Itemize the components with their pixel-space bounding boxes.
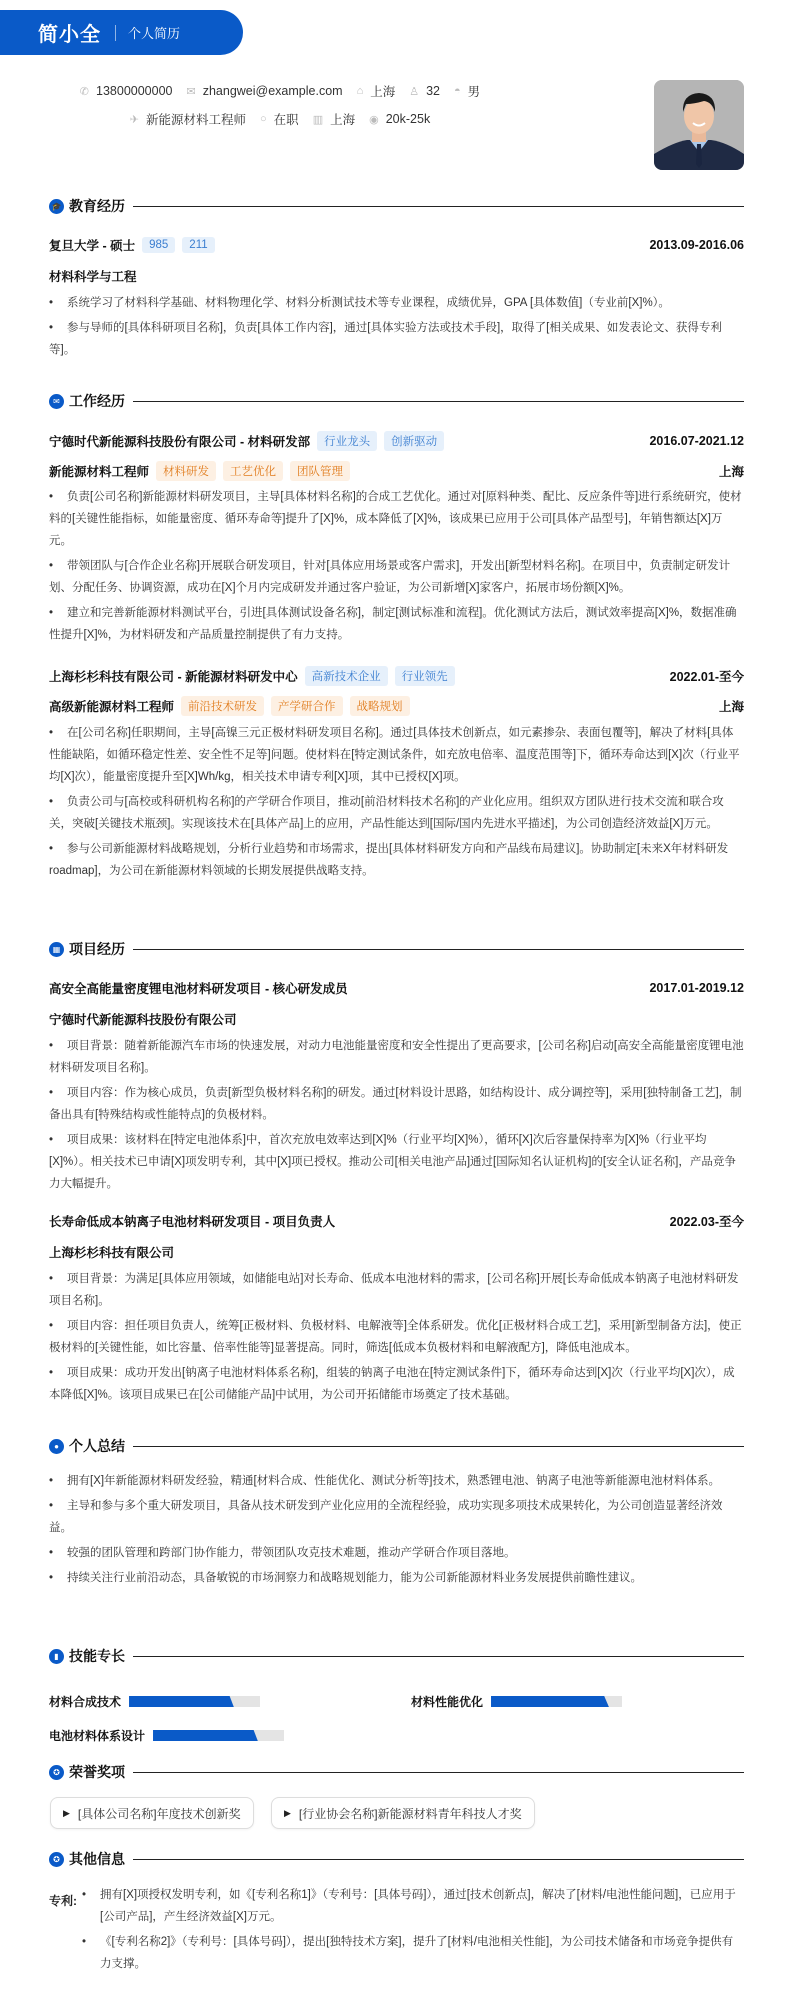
triangle-right-icon: ▶ <box>284 1807 291 1818</box>
triangle-right-icon: ▶ <box>63 1807 70 1818</box>
salary-icon: ◉ <box>369 113 379 126</box>
city-icon: ▥ <box>312 113 324 126</box>
contact-home: ⌂ 上海 <box>356 85 396 99</box>
company-tag: 行业领先 <box>395 666 455 686</box>
section-divider <box>133 206 744 207</box>
contact-status: ○ 在职 <box>260 113 299 127</box>
role-title: 高级新能源材料工程师 <box>49 700 175 714</box>
work-location: 上海 <box>718 465 744 479</box>
position-icon: ✈ <box>129 113 139 126</box>
role-title: 新能源材料工程师 <box>49 465 150 479</box>
list-item: • 负责[公司名称]新能源材料研发项目，主导[具体材料名称]的合成工艺优化。通过对[原料种类、配比、反应条件等]进行系统研究，使材料的[关键性能指标，如能量密度、循环寿命等]提升了[X]%，成本降低了[X]%，该成果已应用于公司[具体产品型号]，年销售额达[X]万元。 <box>49 491 742 547</box>
role-tag: 前沿技术研发 <box>181 696 264 716</box>
school-name: 复旦大学 - 硕士 <box>49 239 136 253</box>
list-item: • 项目背景：随着新能源汽车市场的快速发展，对动力电池能量密度和安全性提出了更高要求，[公司名称]启动[高安全高能量密度锂电池材料研发项目名称]。 <box>49 1040 744 1074</box>
briefcase-icon: ✉ <box>49 394 64 409</box>
email-icon: ✉ <box>186 85 196 98</box>
skill-bar <box>491 1696 622 1707</box>
work-2-header <box>49 666 744 686</box>
section-summary: ● 个人总结 <box>49 1436 744 1456</box>
contact-gender: ◓ 男 <box>454 85 481 99</box>
list-item: • 项目背景：为满足[具体应用领域，如储能电站]对长寿命、低成本电池材料的需求，[公司名称]开展[长寿命低成本钠离子电池材料研发项目名称]。 <box>49 1273 739 1307</box>
list-item: • 项目成果：成功开发出[钠离子电池材料体系名称]，组装的钠离子电池在[特定测试条件]下，循环寿命达到[X]次（行业平均[X]次），成本降低[X]%。该项目成果已在[公司储能产品]中试用，为公司开拓储能市场奠定了技术基础。 <box>49 1367 735 1401</box>
banner-divider <box>115 25 116 41</box>
work-1-role <box>49 461 744 481</box>
project-2-company-row <box>49 1243 744 1261</box>
gender-icon: ◓ <box>454 85 461 97</box>
user-icon: ● <box>49 1439 64 1454</box>
project-company: 宁德时代新能源科技股份有限公司 <box>49 1013 237 1027</box>
list-item: • 负责公司与[高校或科研机构名称]的产学研合作项目，推动[前沿材料技术名称]的产业化应用。组织双方团队进行技术交流和联合攻关，突破[关键技术瓶颈]。实现该技术在[具体产品]上的应用，产品性能达到[国际/国内先进水平描述]，为公司创造经济效益[X]万元。 <box>49 796 724 830</box>
list-item: • 持续关注行业前沿动态，具备敏锐的市场洞察力和战略规划能力，能为公司新能源材料业务发展提供前瞻性建议。 <box>49 1572 642 1584</box>
skill-bar <box>153 1730 284 1741</box>
award-item: ▶ [具体公司名称]年度技术创新奖 <box>50 1797 254 1829</box>
summary-bullets <box>49 1470 744 1592</box>
candidate-name: 简小全 <box>38 24 101 46</box>
list-item: • 较强的团队管理和跨部门协作能力，带领团队攻克技术难题，推动产学研合作项目落地。 <box>49 1547 516 1559</box>
work-location: 上海 <box>718 700 744 714</box>
list-item: • 主导和参与多个重大研发项目，具备从技术研发到产业化应用的全流程经验，成功实现多项技术成果转化，为公司创造显著经济效益。 <box>49 1500 723 1534</box>
list-item: • 拥有[X]项授权发明专利，如《[专利名称1]》（专利号：[具体号码]），通过[技术创新点]，解决了[材料/电池性能问题]，已应用于[公司产品]，产生经济效益[X]万元。 <box>82 1889 736 1923</box>
section-education: 🎓 教育经历 <box>49 196 744 216</box>
education-bullets <box>49 292 744 364</box>
list-item: • 参与导师的[具体科研项目名称]，负责[具体工作内容]，通过[具体实验方法或技术手段]，取得了[相关成果、如发表论文、获得专利等]。 <box>49 322 722 356</box>
education-date: 2013.09-2016.06 <box>649 238 744 252</box>
skill-bar <box>129 1696 260 1707</box>
patent-label: 专利: <box>49 1894 77 1908</box>
list-item: • 在[公司名称]任职期间，主导[高镍三元正极材料研发项目名称]。通过[具体技术创新点，如元素掺杂、表面包覆等]，解决了材料[具体性能缺陷，如循环稳定性差、安全性不足等]问题。使材料在[特定测试条件，如充放电倍率、温度范围等]下，循环寿命达到[X]次（行业平均[X]次），能量密度提升至[X]Wh/kg，相关技术申请专利[X]项，其中已授权[X]项。 <box>49 727 740 783</box>
school-tag: 985 <box>142 237 175 253</box>
status-icon: ○ <box>260 113 267 125</box>
skill-bar-fill <box>491 1696 609 1707</box>
list-item: • 系统学习了材料科学基础、材料物理化学、材料分析测试技术等专业课程，成绩优异，GPA [具体数值]（专业前[X]%）。 <box>49 297 670 309</box>
school-tag: 211 <box>182 237 214 253</box>
resume-subtitle: 个人简历 <box>128 26 181 41</box>
work-2-role <box>49 696 744 716</box>
project-2-header <box>49 1212 744 1230</box>
role-tag: 产学研合作 <box>271 696 343 716</box>
role-tag: 工艺优化 <box>223 461 283 481</box>
contact-position: ✈ 新能源材料工程师 <box>129 113 247 127</box>
contact-row-2 <box>0 110 560 128</box>
list-item: • 《[专利名称2]》（专利号：[具体号码]），提出[独特技术方案]，提升了[材料/电池相关性能]，为公司技术储备和市场竞争提供有力支撑。 <box>82 1936 734 1970</box>
section-other: ✪ 其他信息 <box>49 1849 744 1869</box>
patent-bullets <box>82 1884 742 1978</box>
project-1-company-row <box>49 1010 744 1028</box>
project-2-bullets <box>49 1268 744 1409</box>
work-1-header <box>49 431 744 451</box>
work-2-bullets <box>49 722 744 885</box>
project-title: 长寿命低成本钠离子电池材料研发项目 - 项目负责人 <box>49 1215 336 1229</box>
grid-icon: ▦ <box>49 942 64 957</box>
company-tag: 高新技术企业 <box>305 666 388 686</box>
project-company: 上海杉杉科技有限公司 <box>49 1246 175 1260</box>
list-item: • 项目内容：担任项目负责人，统筹[正极材料、负极材料、电解液等]全体系研发。优化[正极材料合成工艺]，采用[新型制备方法]，使正极材料的[关键性能，如比容量、倍率性能等]显著提高。同时，筛选[低成本负极材料和电解液配方]，降低电池成本。 <box>49 1320 742 1354</box>
info-icon: ✪ <box>49 1852 64 1867</box>
company-tag: 行业龙头 <box>317 431 377 451</box>
list-item: • 项目内容：作为核心成员，负责[新型负极材料名称]的研发。通过[材料设计思路，如结构设计、成分调控等]，采用[独特制备工艺]，制备出具有[特殊结构或性能特点]的负极材料。 <box>49 1087 742 1121</box>
section-divider <box>133 401 744 402</box>
skill-bar-fill <box>153 1730 258 1741</box>
role-tag: 团队管理 <box>290 461 350 481</box>
section-divider <box>133 949 744 950</box>
skill-item: 材料性能优化 <box>411 1693 622 1710</box>
list-item: • 带领团队与[合作企业名称]开展联合研发项目，针对[具体应用场景或客户需求]，开发出[新型材料名称]。在项目中，负责制定研发计划、分配任务、协调资源，成功在[X]个月内完成研发并通过客户验证，为公司新增[X]家客户，拓展市场份额[X]%。 <box>49 560 731 594</box>
project-title: 高安全高能量密度锂电池材料研发项目 - 核心研发成员 <box>49 982 348 996</box>
medal-icon: ✪ <box>49 1765 64 1780</box>
project-date: 2022.03-至今 <box>669 1215 744 1229</box>
project-1-bullets <box>49 1035 744 1198</box>
section-projects: ▦ 项目经历 <box>49 939 744 959</box>
major: 材料科学与工程 <box>49 270 137 284</box>
contact-phone: ✆ 13800000000 <box>79 84 173 98</box>
work-date: 2016.07-2021.12 <box>649 434 744 448</box>
phone-icon: ✆ <box>79 85 90 98</box>
section-divider <box>133 1859 744 1860</box>
work-1-bullets <box>49 486 744 649</box>
list-item: • 拥有[X]年新能源材料研发经验，精通[材料合成、性能优化、测试分析等]技术，熟悉锂电池、钠离子电池等新能源电池材料体系。 <box>49 1475 720 1487</box>
skill-bar-fill <box>129 1696 234 1707</box>
age-icon: ♙ <box>409 85 420 98</box>
list-item: • 建立和完善新能源材料测试平台，引进[具体测试设备名称]，制定[测试标准和流程]。优化测试方法后，测试效率提高[X]%，数据准确性提升[X]%，为材料研发和产品质量控制提供了有力支持。 <box>49 607 737 641</box>
section-awards: ✪ 荣誉奖项 <box>49 1762 744 1782</box>
role-tag: 战略规划 <box>350 696 410 716</box>
avatar <box>654 80 744 170</box>
project-1-header <box>49 979 744 997</box>
company-name: 上海杉杉科技有限公司 - 新能源材料研发中心 <box>49 670 298 684</box>
home-icon: ⌂ <box>356 85 364 97</box>
contact-age: ♙ 32 <box>409 84 441 98</box>
work-date: 2022.01-至今 <box>669 670 744 684</box>
education-major-row <box>49 267 744 285</box>
list-item: • 参与公司新能源材料战略规划，分析行业趋势和市场需求，提出[具体材料研发方向和产品线布局建议]。协助制定[未来X年材料研发 roadmap]，为公司在新能源材料领域的长期发展提供战略支持。 <box>49 843 729 877</box>
skill-item: 电池材料体系设计 <box>49 1727 284 1744</box>
project-date: 2017.01-2019.12 <box>649 981 744 995</box>
graduation-cap-icon: 🎓 <box>49 199 64 214</box>
list-item: • 项目成果：该材料在[特定电池体系]中，首次充放电效率达到[X]%（行业平均[X]%），循环[X]次后容量保持率为[X]%（行业平均[X]%）。相关技术已申请[X]项发明专利，其中[X]项已授权。推动公司[相关电池产品]通过[国际知名认证机构]的[安全认证名称]，产品竞争力大幅提升。 <box>49 1134 736 1190</box>
contact-email[interactable]: ✉ zhangwei@example.com <box>186 84 343 98</box>
role-tag: 材料研发 <box>156 461 216 481</box>
section-divider <box>133 1446 744 1447</box>
award-item: ▶ [行业协会名称]新能源材料青年科技人才奖 <box>271 1797 535 1829</box>
section-skills: ▮ 技能专长 <box>49 1646 744 1666</box>
company-name: 宁德时代新能源科技股份有限公司 - 材料研发部 <box>49 435 311 449</box>
contact-row-1 <box>0 82 560 100</box>
contact-city: ▥ 上海 <box>312 113 356 127</box>
section-divider <box>133 1772 744 1773</box>
bar-chart-icon: ▮ <box>49 1649 64 1664</box>
education-header <box>49 236 744 254</box>
section-work: ✉ 工作经历 <box>49 391 744 411</box>
company-tag: 创新驱动 <box>384 431 444 451</box>
contact-salary: ◉ 20k-25k <box>369 112 431 126</box>
header-banner <box>0 10 243 55</box>
skill-item: 材料合成技术 <box>49 1693 260 1710</box>
section-divider <box>133 1656 744 1657</box>
